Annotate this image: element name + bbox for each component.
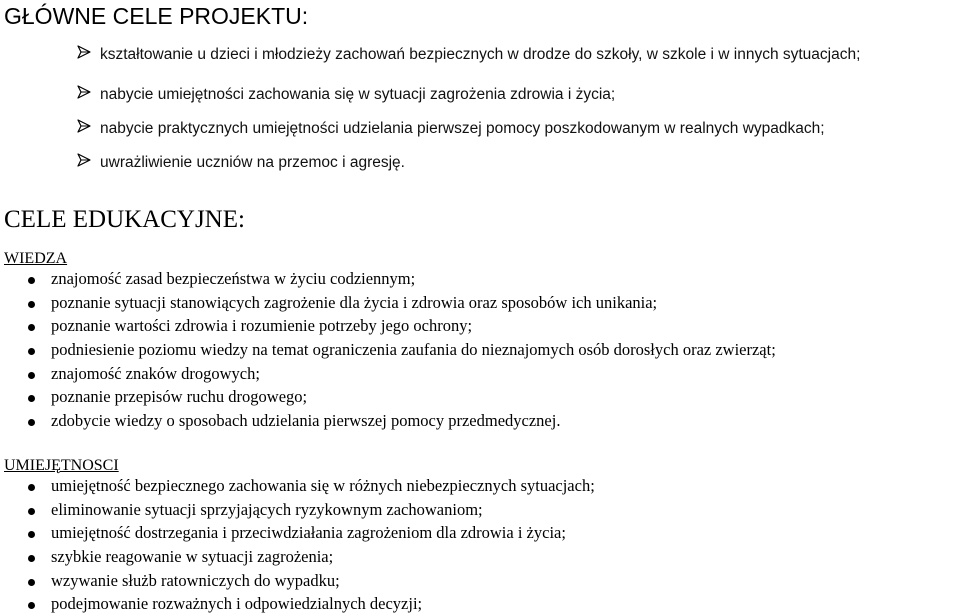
project-goal-item (76, 82, 956, 108)
project-goal-text: kształtowanie u dzieci i młodzieży zachowań bezpiecznych w drodze do szkoły, w szkole i w innych sytuacjach; (100, 46, 861, 63)
bullet-dot-icon (28, 419, 35, 426)
list-item-text: umiejętność bezpiecznego zachowania się w różnych niebezpiecznych sytuacjach; (51, 476, 595, 495)
bullet-dot-icon (28, 324, 35, 331)
project-goal-text: nabycie umiejętności zachowania się w sytuacji zagrożenia zdrowia i życia; (100, 86, 616, 103)
project-goals-list (76, 42, 956, 176)
list-item (51, 569, 595, 593)
list-item (51, 267, 776, 291)
bullet-dot-icon (28, 395, 35, 402)
project-goal-item (76, 150, 956, 176)
list-item-text: wzywanie służb ratowniczych do wypadku; (51, 570, 340, 590)
list-item-text: poznanie wartości zdrowia i rozumienie potrzeby jego ochrony; (51, 316, 473, 336)
arrowhead-bullet-icon (76, 152, 92, 168)
list-item (51, 409, 776, 433)
bullet-dot-icon (28, 372, 35, 379)
knowledge-list (51, 267, 776, 433)
project-goal-text: nabycie praktycznych umiejętności udzielania pierwszej pomocy poszkodowanym w realnych wypadkach; (100, 120, 825, 137)
list-item (51, 338, 776, 362)
bullet-dot-icon (28, 602, 35, 609)
project-goals-heading: GŁÓWNE CELE PROJEKTU: (4, 3, 309, 29)
bullet-dot-icon (28, 555, 35, 562)
list-item (51, 545, 595, 569)
list-item (51, 385, 776, 409)
list-item (51, 291, 776, 315)
bullet-dot-icon (28, 579, 35, 586)
list-item-text: znajomość zasad bezpieczeństwa w życiu codziennym; (51, 269, 416, 288)
skills-list (51, 474, 595, 616)
arrowhead-bullet-icon (76, 44, 92, 60)
list-item-text: poznanie przepisów ruchu drogowego; (51, 387, 308, 407)
list-item-text: znajomość znaków drogowych; (51, 363, 260, 383)
list-item-text: szybkie reagowanie w sytuacji zagrożenia; (51, 547, 334, 567)
bullet-dot-icon (28, 484, 35, 491)
skills-subheading: UMIEJĘTNOSCI (4, 457, 119, 474)
list-item (51, 592, 595, 616)
list-item-text: umiejętność dostrzegania i przeciwdziałania zagrożeniom dla zdrowia i życia; (51, 523, 566, 543)
bullet-dot-icon (28, 301, 35, 308)
list-item (51, 314, 776, 338)
bullet-dot-icon (28, 508, 35, 515)
bullet-dot-icon (28, 531, 35, 538)
knowledge-subheading: WIEDZA (4, 250, 68, 267)
list-item (51, 498, 595, 522)
arrowhead-bullet-icon (76, 84, 92, 100)
list-item-text: podniesienie poziomu wiedzy na temat ograniczenia zaufania do nieznajomych osób dorosłych oraz zwierząt; (51, 340, 776, 360)
list-item-text: poznanie sytuacji stanowiących zagrożenie dla życia i zdrowia oraz sposobów ich unikania; (51, 292, 658, 312)
educational-goals-heading: CELE EDUKACYJNE: (4, 206, 245, 233)
project-goal-item (76, 42, 956, 68)
arrowhead-bullet-icon (76, 118, 92, 134)
list-item-text: eliminowanie sytuacji sprzyjających ryzykownym zachowaniom; (51, 499, 483, 519)
list-item (51, 362, 776, 386)
list-item (51, 474, 595, 498)
project-goal-item (76, 116, 956, 142)
list-item-text: zdobycie wiedzy o sposobach udzielania pierwszej pomocy przedmedycznej. (51, 411, 561, 431)
bullet-dot-icon (28, 277, 35, 284)
list-item (51, 521, 595, 545)
list-item-text: podejmowanie rozważnych i odpowiedzialnych decyzji; (51, 594, 423, 614)
bullet-dot-icon (28, 348, 35, 355)
project-goal-text: uwrażliwienie uczniów na przemoc i agresję. (100, 154, 405, 171)
